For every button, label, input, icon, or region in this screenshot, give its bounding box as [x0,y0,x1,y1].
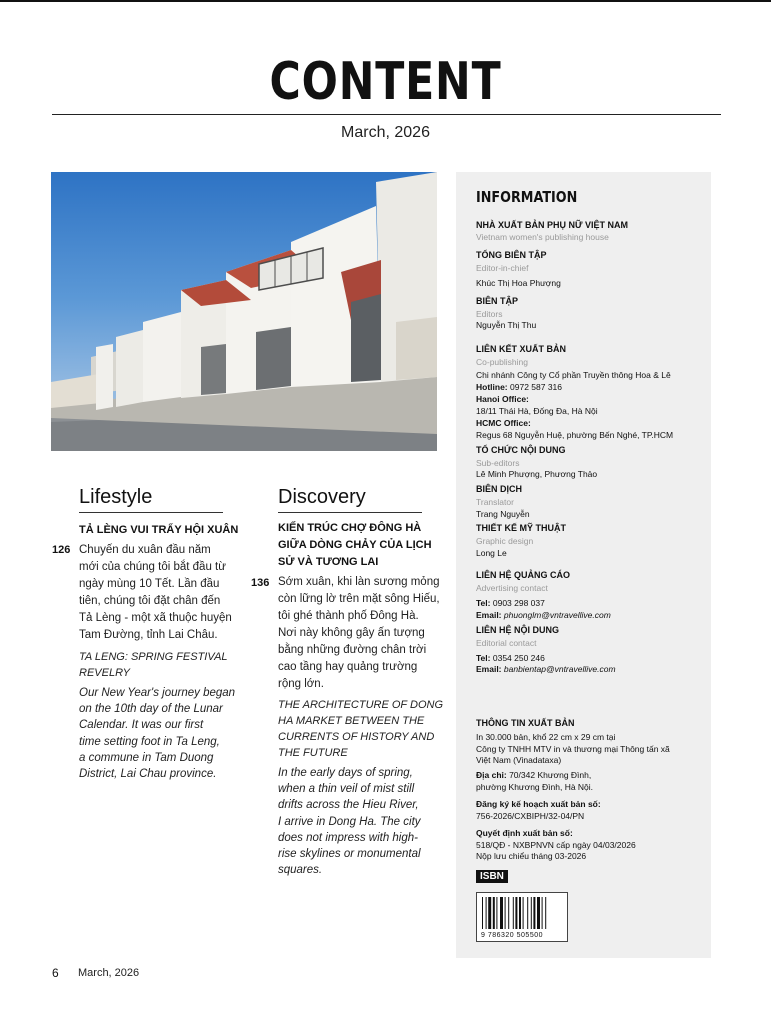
chief-en: Editor-in-chief [476,263,529,273]
advertising-en: Advertising contact [476,583,548,593]
copub-en: Co-publishing [476,357,528,367]
advertising-tel: Tel: 0903 298 037 [476,598,545,608]
chief-name: Khúc Thị Hoa Phượng [476,278,561,288]
editors-name: Nguyễn Thị Thu [476,320,537,330]
sub-editors-label: TỔ CHỨC NỘI DUNG [476,445,566,455]
editors-label: BIÊN TẬP [476,296,519,306]
barcode-bar [519,897,521,929]
editorial-email: Email: banbientap@vntravellive.com [476,664,616,674]
chief-label: TỔNG BIÊN TẬP [476,250,547,260]
translator-en: Translator [476,497,514,507]
page-title: CONTENT [269,52,502,112]
lifestyle-page-number: 126 [52,544,71,556]
barcode-bar [531,897,532,929]
hcmc-office-label: HCMC Office: [476,418,531,428]
barcode-bar [493,897,495,929]
editorial-tel: Tel: 0354 250 246 [476,653,545,663]
publishing-decision: Quyết định xuất bản số: 518/QĐ - NXBPNVN cấp ngày 04/03/2026 Nộp lưu chiểu tháng 03-2026 [476,828,636,861]
market-building-illustration [51,172,437,451]
information-heading: INFORMATION [476,188,578,206]
barcode-bar [542,897,543,929]
publisher-label: NHÀ XUẤT BẢN PHỤ NỮ VIỆT NAM [476,220,628,230]
barcode-bar [527,897,528,929]
copub-label: LIÊN KẾT XUẤT BẢN [476,344,566,354]
design-name: Long Le [476,548,507,558]
printer-address: Địa chỉ: 70/342 Khương Đình, phường Khương Đình, Hà Nội. [476,770,594,792]
hanoi-office-label: Hanoi Office: [476,394,529,404]
barcode-bar [533,897,535,929]
copub-company: Chi nhánh Công ty Cổ phần Truyền thông Hoa & Lê [476,370,671,380]
barcode-bar [482,897,483,929]
discovery-rule [278,512,422,513]
barcode-bar [513,897,514,929]
editorial-label: LIÊN HỆ NỘI DUNG [476,625,560,635]
hotline-row: Hotline: 0972 587 316 [476,382,563,392]
barcode-bar [500,897,503,929]
information-panel [456,172,711,958]
editorial-en: Editorial contact [476,638,537,648]
publication-info-label: THÔNG TIN XUẤT BẢN [476,718,575,728]
publisher-en: Vietnam women's publishing house [476,232,609,242]
barcode-number: 9 786320 505500 [481,932,543,939]
isbn-label: ISBN [476,870,508,883]
hanoi-office-address: 18/11 Thái Hà, Đống Đa, Hà Nội [476,406,598,416]
barcode-bar [523,897,524,929]
registration-number: Đăng ký kế hoạch xuất bản số: 756-2026/CXBIPH/32-04/PN [476,799,601,821]
footer-page-number: 6 [52,966,59,980]
lifestyle-en-body: Our New Year's journey began on the 10th day of the Lunar Calendar. It was our first time setting foot in Ta Leng, a commune in Tam Duong District, Lai Chau province. [79,687,236,781]
barcode-bar [486,897,487,929]
lifestyle-vi-title: TẢ LÈNG VUI TRẨY HỘI XUÂN [79,524,239,536]
discovery-en-body: In the early days of spring, when a thin veil of mist still drifts across the Hieu River, I arrive in Dong Ha. The city does not impress with high- rise skylines or monumental squares. [278,767,421,877]
lifestyle-rule [79,512,223,513]
lifestyle-vi-body: Chuyến du xuân đầu năm mới của chúng tôi bắt đầu từ ngày mùng 10 Tết. Lần đầu tiên, chúng tôi đặt chân đến Tả Lèng - một xã thuộc huyện Tam Đường, tỉnh Lai Châu. [79,544,232,641]
advertising-email: Email: phuonglm@vntravellive.com [476,610,611,620]
editors-en: Editors [476,309,503,319]
dong-ha-market-photo [51,172,437,451]
discovery-page-number: 136 [251,577,270,589]
top-rule [0,0,771,2]
issue-date: March, 2026 [341,124,430,141]
section-heading-discovery: Discovery [278,486,366,508]
title-rule [52,114,721,115]
barcode-bar [488,897,491,929]
lifestyle-en-title: TA LENG: SPRING FESTIVAL REVELRY [79,651,228,679]
design-en: Graphic design [476,536,534,546]
discovery-vi-body: Sớm xuân, khi làn sương mỏng còn lững lờ trên mặt sông Hiếu, tôi ghé thành phố Đông Hà. Nơi này không gây ấn tượng bằng những đường chân trời cao tầng hay quảng trường rộng lớn. [278,576,440,690]
design-label: THIẾT KẾ MỸ THUẬT [476,523,566,533]
isbn-barcode [476,892,568,942]
advertising-label: LIÊN HỆ QUẢNG CÁO [476,570,571,580]
barcode-bars [482,897,562,929]
translator-name: Trang Nguyễn [476,509,530,519]
barcode-bar [505,897,506,929]
barcode-bar [508,897,509,929]
barcode-bar [545,897,546,929]
barcode-bar [515,897,517,929]
translator-label: BIÊN DỊCH [476,484,523,494]
discovery-vi-title: KIẾN TRÚC CHỢ ĐÔNG HÀ GIỮA DÒNG CHẢY CỦA LỊCH SỬ VÀ TƯƠNG LAI [278,522,432,568]
barcode-bar [496,897,497,929]
sub-editors-en: Sub-editors [476,458,520,468]
barcode-bar [537,897,540,929]
discovery-en-title: THE ARCHITECTURE OF DONG HA MARKET BETWEEN THE CURRENTS OF HISTORY AND THE FUTURE [278,699,444,759]
section-heading-lifestyle: Lifestyle [79,486,153,508]
footer-date: March, 2026 [78,967,140,979]
print-details: In 30.000 bản, khổ 22 cm x 29 cm tại Công ty TNHH MTV in và thương mại Thông tấn xã Việt Nam (Vinadataxa) [476,732,670,765]
sub-editors-names: Lê Minh Phượng, Phương Thảo [476,469,598,479]
hcmc-office-address: Regus 68 Nguyễn Huệ, phường Bến Nghé, TP.HCM [476,430,674,440]
